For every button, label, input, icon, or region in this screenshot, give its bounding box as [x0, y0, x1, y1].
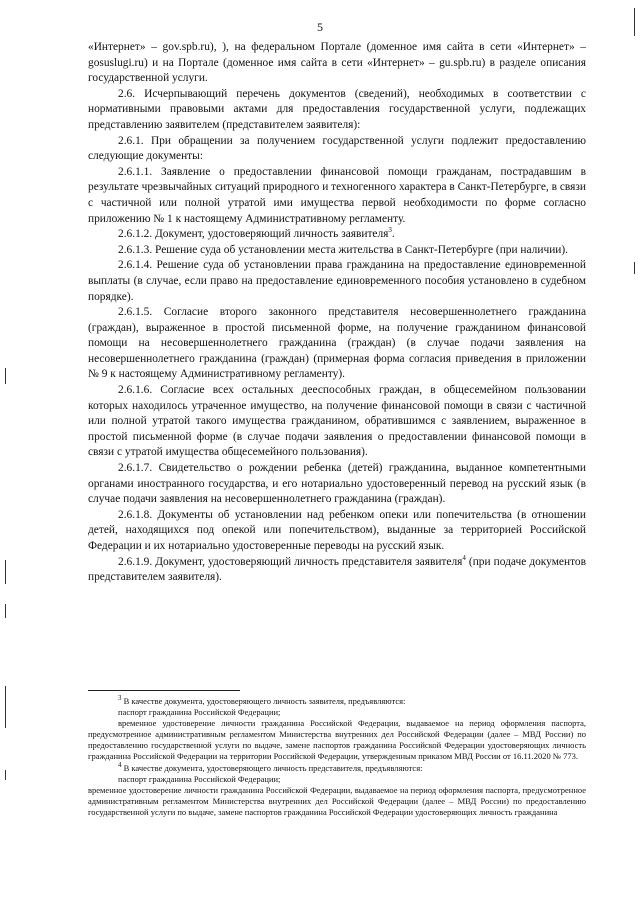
footnote-4-temporary-id: временное удостоверение личности гражданина Российской Федерации, выдаваемое на период оформления паспорта, предусмотренное административным регламентом Министерства внутренних дел Российской Федерации (далее – МВД России) по предоставлению государственной услуги по выдаче, замене паспортов гражданина Российской Федерации удостоверяющих личность гражданина [88, 784, 586, 817]
paragraph-2-6-1-9-text: 2.6.1.9. Документ, удостоверяющий личность представителя заявителя [118, 555, 463, 568]
footnote-4-marker: 4 [118, 760, 122, 769]
paragraph-2-6-1-6: 2.6.1.6. Согласие всех остальных дееспособных граждан, в общесемейном пользовании которых находилось утраченное имущество, на получение финансовой помощи в связи с частичной или полной утратой такого имущества гражданином, обратившимся с заявлением, выраженное в простой письменной форме (в случае подачи заявления о предоставлении финансовой помощи в связи с утратой имущества общесемейного пользования). [88, 384, 586, 459]
paragraph-2-6-1-7: 2.6.1.7. Свидетельство о рождении ребенка (детей) гражданина, выданное компетентными органами иностранного государства, и его нотариально удостоверенный перевод на русский язык (в случае подачи заявления на несовершеннолетнего гражданина (граждан). [88, 462, 586, 506]
footnotes [88, 696, 586, 818]
paragraph-2-6-1-8: 2.6.1.8. Документы об установлении над ребенком опеки или попечительства (в отношении детей, находящихся под опекой или попечительством), выданные за территорией Российской Федерации и их нотариально удостоверенные переводы на русский язык. [88, 508, 586, 552]
paragraph-2-6-1-2-text: 2.6.1.2. Документ, удостоверяющий личность заявителя [118, 228, 389, 241]
scan-mark-left-3 [5, 604, 6, 618]
footnote-4-passport: паспорт гражданина Российской Федерации; [118, 773, 281, 784]
scan-mark-left-4 [5, 686, 6, 728]
document-body [88, 40, 586, 586]
paragraph-2-6-1-2 [88, 227, 586, 243]
paragraph-2-6-1: 2.6.1. При обращении за получением государственной услуги подлежит предоставлению следующие документы: [88, 134, 586, 163]
footnote-ref-3: 3 [388, 226, 392, 235]
footnote-3-temporary-id: временное удостоверение личности гражданина Российской Федерации, выдаваемое на период оформления паспорта, предусмотренное административным регламентом Министерства внутренних дел Российской Федерации (далее – МВД России) по предоставлению государственной услуги по выдаче, замене паспортов гражданина Российской Федерации удостоверяющих личность гражданина Российской Федерации на территории Российской Федерации, утвержденным приказом МВД России от 16.11.2020 № 773. [88, 718, 586, 762]
footnote-divider [88, 690, 240, 691]
paragraph-portal-addresses: «Интернет» – gov.spb.ru), ), на федеральном Портале (доменное имя сайта в сети «Интернет» – gosuslugi.ru) и на Портале (доменное имя сайта в сети «Интернет» – gu.spb.ru) в разделе описания государственной услуги. [88, 41, 586, 85]
scan-mark-left-2 [5, 560, 6, 584]
scan-mark-left-5 [5, 770, 6, 780]
footnote-ref-4: 4 [462, 553, 466, 562]
footnote-3-marker: 3 [118, 694, 122, 703]
footnote-3-text: В качестве документа, удостоверяющего личность заявителя, предъявляются: [123, 696, 406, 706]
paragraph-2-6-1-9 [88, 555, 586, 586]
paragraph-2-6-1-3: 2.6.1.3. Решение суда об установлении места жительства в Санкт-Петербурге (при наличии). [118, 243, 569, 256]
paragraph-2-6-1-5: 2.6.1.5. Согласие второго законного представителя несовершеннолетнего гражданина (граждан), выраженное в простой письменной форме, на получение гражданином финансовой помощи на несовершеннолетнего гражданина (граждан) (в случае подачи заявления на несовершеннолетнего гражданина (граждан) (примерная форма согласия приведения в приложении № 9 к настоящему Административному регламенту). [88, 306, 586, 381]
paragraph-2-6: 2.6. Исчерпывающий перечень документов (сведений), необходимых в соответствии с нормативными правовыми актами для предоставления государственной услуги, подлежащих представлению заявителем (представителем заявителя): [88, 87, 586, 131]
scan-mark-left-1 [5, 368, 6, 384]
paragraph-2-6-1-4: 2.6.1.4. Решение суда об установлении права гражданина на предоставление единовременной выплаты (в случае, если право на предоставление единовременного пособия установлено в судебном порядке). [88, 259, 586, 303]
footnote-4-text: В качестве документа, удостоверяющего личность представителя, предъявляются: [123, 762, 423, 773]
footnote-3-passport: паспорт гражданина Российской Федерации; [118, 707, 281, 718]
paragraph-2-6-1-1: 2.6.1.1. Заявление о предоставлении финансовой помощи гражданам, пострадавшим в результате чрезвычайных ситуаций природного и техногенного характера в Санкт-Петербурге, в связи с частичной или полной утратой ими имущества первой необходимости по форме согласно приложению № 1 к настоящему Административному регламенту. [88, 165, 586, 225]
footnote-3-intro [88, 696, 586, 707]
scan-mark-right-mid [634, 262, 635, 274]
paragraph-2-6-1-2-end: . [391, 228, 395, 241]
paragraph-2-6-1-9-end: (при подаче документов представителем заявителя). [88, 555, 586, 584]
page-number: 5 [317, 20, 323, 34]
scan-mark-right-top [634, 8, 635, 36]
footnote-4-intro [88, 760, 586, 774]
